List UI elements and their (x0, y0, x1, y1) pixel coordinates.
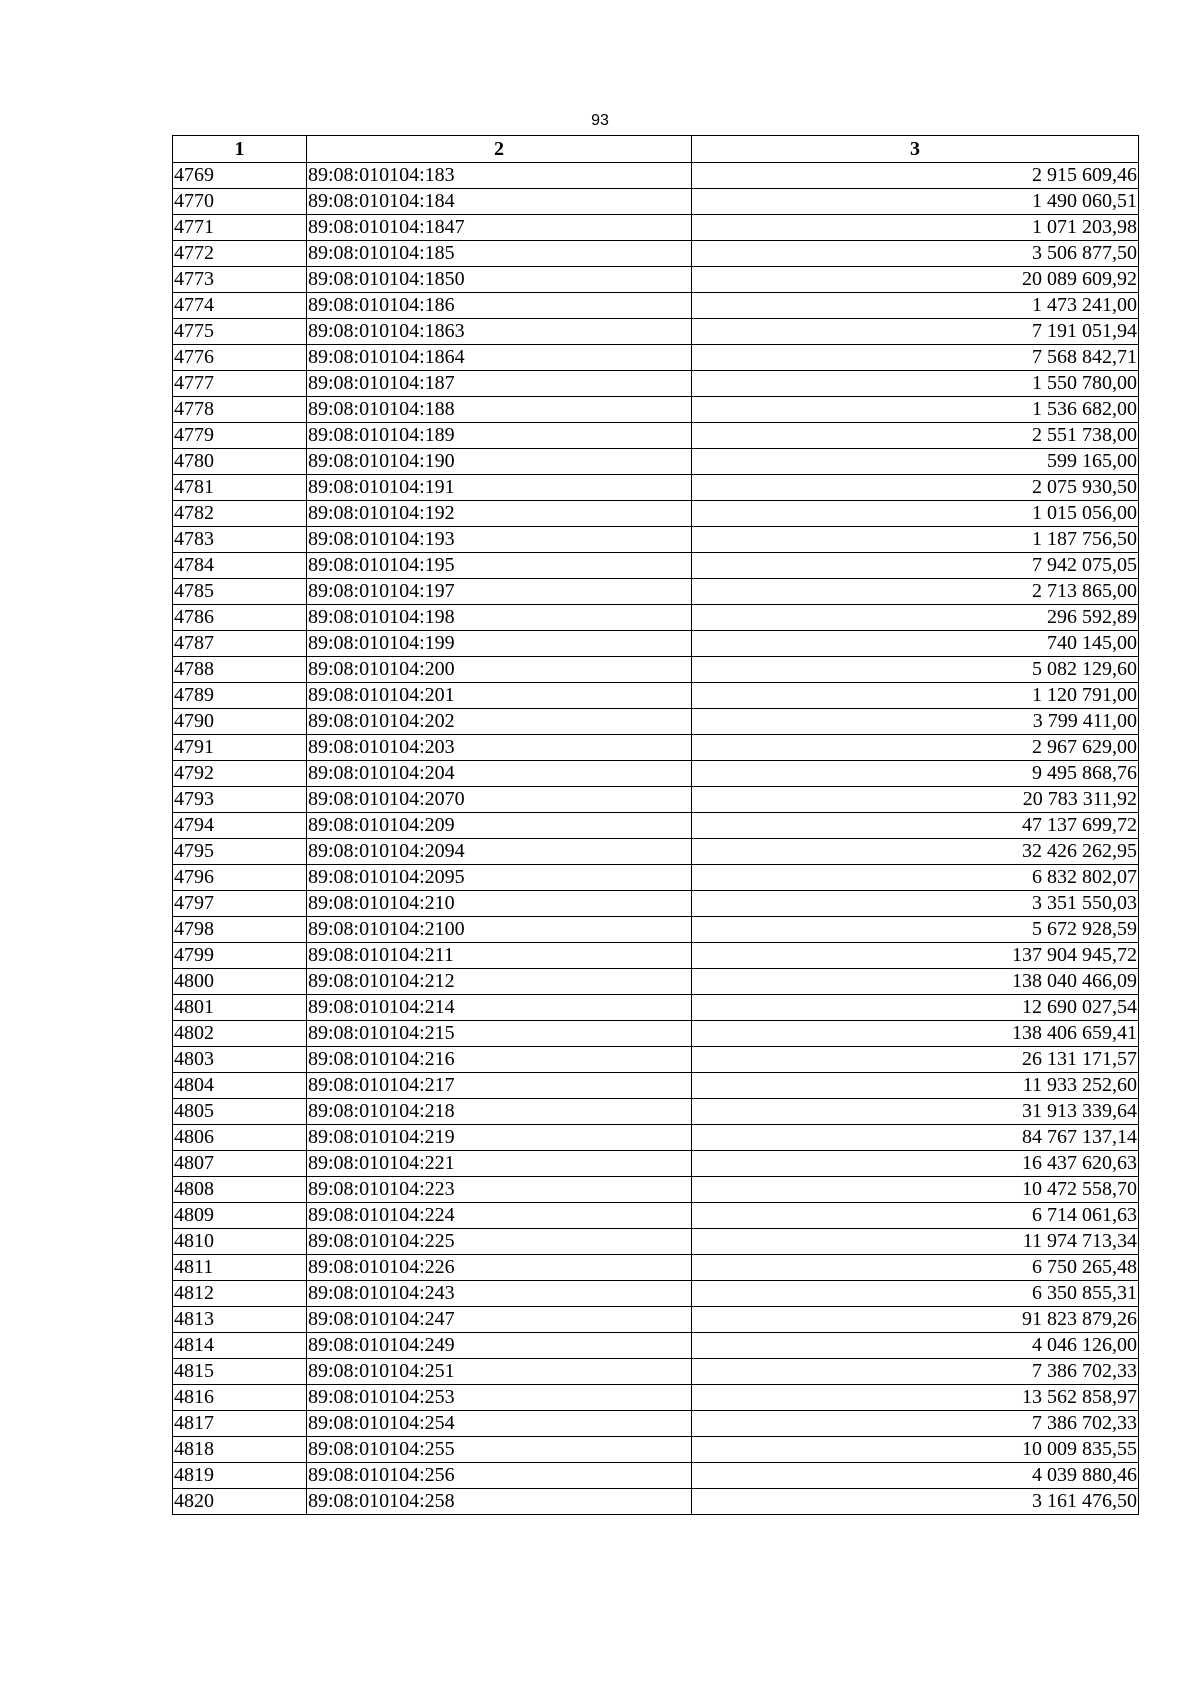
row-number-cell: 4771 (173, 215, 307, 241)
table-row (173, 449, 1139, 475)
cadastral-value-cell: 47 137 699,72 (692, 813, 1139, 839)
cadastral-value-cell: 1 536 682,00 (692, 397, 1139, 423)
cadastral-value-cell: 1 490 060,51 (692, 189, 1139, 215)
cadastral-number-cell: 89:08:010104:2070 (307, 787, 692, 813)
cadastral-value-cell: 16 437 620,63 (692, 1151, 1139, 1177)
table-row (173, 1489, 1139, 1515)
row-number-cell: 4809 (173, 1203, 307, 1229)
cadastral-value-cell: 3 161 476,50 (692, 1489, 1139, 1515)
row-number-cell: 4802 (173, 1021, 307, 1047)
cadastral-number-cell: 89:08:010104:251 (307, 1359, 692, 1385)
row-number-cell: 4769 (173, 163, 307, 189)
cadastral-number-cell: 89:08:010104:186 (307, 293, 692, 319)
cadastral-number-cell: 89:08:010104:188 (307, 397, 692, 423)
cadastral-number-cell: 89:08:010104:255 (307, 1437, 692, 1463)
cadastral-number-cell: 89:08:010104:253 (307, 1385, 692, 1411)
cadastral-number-cell: 89:08:010104:189 (307, 423, 692, 449)
cadastral-value-cell: 20 783 311,92 (692, 787, 1139, 813)
row-number-cell: 4780 (173, 449, 307, 475)
cadastral-value-cell: 13 562 858,97 (692, 1385, 1139, 1411)
table-row (173, 917, 1139, 943)
cadastral-number-cell: 89:08:010104:187 (307, 371, 692, 397)
cadastral-number-cell: 89:08:010104:192 (307, 501, 692, 527)
cadastral-number-cell: 89:08:010104:184 (307, 189, 692, 215)
table-row (173, 865, 1139, 891)
table-row (173, 1359, 1139, 1385)
cadastral-value-cell: 1 071 203,98 (692, 215, 1139, 241)
table-row (173, 1463, 1139, 1489)
table-row (173, 1333, 1139, 1359)
row-number-cell: 4778 (173, 397, 307, 423)
cadastral-number-cell: 89:08:010104:216 (307, 1047, 692, 1073)
row-number-cell: 4813 (173, 1307, 307, 1333)
table-row (173, 475, 1139, 501)
cadastral-value-cell: 2 075 930,50 (692, 475, 1139, 501)
cadastral-number-cell: 89:08:010104:258 (307, 1489, 692, 1515)
row-number-cell: 4779 (173, 423, 307, 449)
cadastral-value-cell: 3 351 550,03 (692, 891, 1139, 917)
cadastral-value-cell: 2 967 629,00 (692, 735, 1139, 761)
cadastral-value-cell: 4 046 126,00 (692, 1333, 1139, 1359)
table-row (173, 1281, 1139, 1307)
table-row (173, 761, 1139, 787)
row-number-cell: 4806 (173, 1125, 307, 1151)
cadastral-number-cell: 89:08:010104:191 (307, 475, 692, 501)
cadastral-value-cell: 10 009 835,55 (692, 1437, 1139, 1463)
row-number-cell: 4792 (173, 761, 307, 787)
cadastral-number-cell: 89:08:010104:226 (307, 1255, 692, 1281)
row-number-cell: 4811 (173, 1255, 307, 1281)
column-header-1: 1 (173, 136, 307, 163)
table-row (173, 943, 1139, 969)
table-row (173, 605, 1139, 631)
table-row (173, 397, 1139, 423)
cadastral-value-cell: 2 713 865,00 (692, 579, 1139, 605)
row-number-cell: 4793 (173, 787, 307, 813)
cadastral-number-cell: 89:08:010104:202 (307, 709, 692, 735)
cadastral-value-cell: 1 187 756,50 (692, 527, 1139, 553)
row-number-cell: 4820 (173, 1489, 307, 1515)
cadastral-number-cell: 89:08:010104:2100 (307, 917, 692, 943)
row-number-cell: 4781 (173, 475, 307, 501)
row-number-cell: 4815 (173, 1359, 307, 1385)
cadastral-value-cell: 7 191 051,94 (692, 319, 1139, 345)
row-number-cell: 4770 (173, 189, 307, 215)
cadastral-value-cell: 7 386 702,33 (692, 1411, 1139, 1437)
cadastral-value-cell: 11 974 713,34 (692, 1229, 1139, 1255)
table-row (173, 1151, 1139, 1177)
row-number-cell: 4814 (173, 1333, 307, 1359)
table-row (173, 683, 1139, 709)
cadastral-value-cell: 296 592,89 (692, 605, 1139, 631)
cadastral-number-cell: 89:08:010104:218 (307, 1099, 692, 1125)
row-number-cell: 4775 (173, 319, 307, 345)
cadastral-number-cell: 89:08:010104:1847 (307, 215, 692, 241)
cadastral-number-cell: 89:08:010104:199 (307, 631, 692, 657)
table-row (173, 215, 1139, 241)
cadastral-value-cell: 138 406 659,41 (692, 1021, 1139, 1047)
cadastral-value-cell: 2 915 609,46 (692, 163, 1139, 189)
table-row (173, 501, 1139, 527)
cadastral-value-cell: 3 506 877,50 (692, 241, 1139, 267)
table-row (173, 293, 1139, 319)
row-number-cell: 4788 (173, 657, 307, 683)
table-row (173, 163, 1139, 189)
column-header-2: 2 (307, 136, 692, 163)
table-row (173, 241, 1139, 267)
table-row (173, 553, 1139, 579)
cadastral-value-cell: 5 082 129,60 (692, 657, 1139, 683)
row-number-cell: 4819 (173, 1463, 307, 1489)
table-row (173, 787, 1139, 813)
cadastral-number-cell: 89:08:010104:254 (307, 1411, 692, 1437)
table-row (173, 267, 1139, 293)
table-row (173, 709, 1139, 735)
cadastral-value-cell: 12 690 027,54 (692, 995, 1139, 1021)
table-row (173, 1229, 1139, 1255)
table-row (173, 1255, 1139, 1281)
cadastral-number-cell: 89:08:010104:243 (307, 1281, 692, 1307)
cadastral-number-cell: 89:08:010104:217 (307, 1073, 692, 1099)
row-number-cell: 4795 (173, 839, 307, 865)
table-row (173, 371, 1139, 397)
row-number-cell: 4786 (173, 605, 307, 631)
cadastral-number-cell: 89:08:010104:195 (307, 553, 692, 579)
cadastral-value-cell: 4 039 880,46 (692, 1463, 1139, 1489)
cadastral-number-cell: 89:08:010104:197 (307, 579, 692, 605)
cadastral-number-cell: 89:08:010104:247 (307, 1307, 692, 1333)
row-number-cell: 4804 (173, 1073, 307, 1099)
cadastral-value-cell: 1 473 241,00 (692, 293, 1139, 319)
cadastral-number-cell: 89:08:010104:200 (307, 657, 692, 683)
table-row (173, 189, 1139, 215)
cadastral-number-cell: 89:08:010104:203 (307, 735, 692, 761)
cadastral-number-cell: 89:08:010104:204 (307, 761, 692, 787)
table-row (173, 319, 1139, 345)
row-number-cell: 4784 (173, 553, 307, 579)
row-number-cell: 4808 (173, 1177, 307, 1203)
row-number-cell: 4794 (173, 813, 307, 839)
cadastral-value-cell: 1 550 780,00 (692, 371, 1139, 397)
cadastral-value-cell: 599 165,00 (692, 449, 1139, 475)
row-number-cell: 4791 (173, 735, 307, 761)
cadastral-number-cell: 89:08:010104:212 (307, 969, 692, 995)
cadastral-value-cell: 32 426 262,95 (692, 839, 1139, 865)
table-row (173, 1411, 1139, 1437)
cadastral-value-cell: 5 672 928,59 (692, 917, 1139, 943)
table-row (173, 345, 1139, 371)
cadastral-number-cell: 89:08:010104:2095 (307, 865, 692, 891)
table-row (173, 1021, 1139, 1047)
cadastral-number-cell: 89:08:010104:249 (307, 1333, 692, 1359)
table-row (173, 1125, 1139, 1151)
table-row (173, 1437, 1139, 1463)
cadastral-number-cell: 89:08:010104:224 (307, 1203, 692, 1229)
cadastral-value-cell: 740 145,00 (692, 631, 1139, 657)
table-row (173, 995, 1139, 1021)
table-row (173, 1177, 1139, 1203)
table-row (173, 1047, 1139, 1073)
row-number-cell: 4801 (173, 995, 307, 1021)
cadastral-value-cell: 2 551 738,00 (692, 423, 1139, 449)
row-number-cell: 4818 (173, 1437, 307, 1463)
cadastral-number-cell: 89:08:010104:214 (307, 995, 692, 1021)
cadastral-number-cell: 89:08:010104:190 (307, 449, 692, 475)
table-row (173, 839, 1139, 865)
cadastral-number-cell: 89:08:010104:1864 (307, 345, 692, 371)
cadastral-value-cell: 7 568 842,71 (692, 345, 1139, 371)
table-row (173, 1099, 1139, 1125)
cadastral-number-cell: 89:08:010104:1863 (307, 319, 692, 345)
row-number-cell: 4785 (173, 579, 307, 605)
table-row (173, 1307, 1139, 1333)
row-number-cell: 4787 (173, 631, 307, 657)
row-number-cell: 4789 (173, 683, 307, 709)
cadastral-number-cell: 89:08:010104:209 (307, 813, 692, 839)
table-row (173, 813, 1139, 839)
cadastral-number-cell: 89:08:010104:223 (307, 1177, 692, 1203)
table-row (173, 1073, 1139, 1099)
cadastral-value-cell: 137 904 945,72 (692, 943, 1139, 969)
table-row (173, 579, 1139, 605)
row-number-cell: 4799 (173, 943, 307, 969)
row-number-cell: 4772 (173, 241, 307, 267)
row-number-cell: 4777 (173, 371, 307, 397)
cadastral-value-cell: 91 823 879,26 (692, 1307, 1139, 1333)
table-row (173, 969, 1139, 995)
cadastral-number-cell: 89:08:010104:215 (307, 1021, 692, 1047)
cadastral-number-cell: 89:08:010104:193 (307, 527, 692, 553)
row-number-cell: 4783 (173, 527, 307, 553)
table-row (173, 1385, 1139, 1411)
cadastral-value-cell: 6 350 855,31 (692, 1281, 1139, 1307)
cadastral-number-cell: 89:08:010104:201 (307, 683, 692, 709)
row-number-cell: 4807 (173, 1151, 307, 1177)
cadastral-value-cell: 9 495 868,76 (692, 761, 1139, 787)
cadastral-value-cell: 84 767 137,14 (692, 1125, 1139, 1151)
table-row (173, 657, 1139, 683)
cadastral-value-cell: 1 015 056,00 (692, 501, 1139, 527)
cadastral-value-cell: 6 832 802,07 (692, 865, 1139, 891)
cadastral-number-cell: 89:08:010104:225 (307, 1229, 692, 1255)
cadastral-value-cell: 26 131 171,57 (692, 1047, 1139, 1073)
cadastral-value-cell: 7 386 702,33 (692, 1359, 1139, 1385)
row-number-cell: 4817 (173, 1411, 307, 1437)
cadastral-number-cell: 89:08:010104:183 (307, 163, 692, 189)
table-body (173, 163, 1139, 1515)
cadastral-value-cell: 7 942 075,05 (692, 553, 1139, 579)
cadastral-number-cell: 89:08:010104:185 (307, 241, 692, 267)
cadastral-number-cell: 89:08:010104:219 (307, 1125, 692, 1151)
column-header-3: 3 (692, 136, 1139, 163)
cadastral-value-cell: 6 714 061,63 (692, 1203, 1139, 1229)
cadastral-value-cell: 11 933 252,60 (692, 1073, 1139, 1099)
cadastral-number-cell: 89:08:010104:211 (307, 943, 692, 969)
row-number-cell: 4797 (173, 891, 307, 917)
cadastral-number-cell: 89:08:010104:256 (307, 1463, 692, 1489)
row-number-cell: 4796 (173, 865, 307, 891)
row-number-cell: 4816 (173, 1385, 307, 1411)
row-number-cell: 4776 (173, 345, 307, 371)
cadastral-number-cell: 89:08:010104:2094 (307, 839, 692, 865)
cadastral-number-cell: 89:08:010104:210 (307, 891, 692, 917)
row-number-cell: 4774 (173, 293, 307, 319)
row-number-cell: 4812 (173, 1281, 307, 1307)
row-number-cell: 4773 (173, 267, 307, 293)
table-row (173, 631, 1139, 657)
cadastral-value-cell: 31 913 339,64 (692, 1099, 1139, 1125)
table-row (173, 423, 1139, 449)
row-number-cell: 4800 (173, 969, 307, 995)
cadastral-value-cell: 3 799 411,00 (692, 709, 1139, 735)
table-row (173, 735, 1139, 761)
cadastral-value-cell: 6 750 265,48 (692, 1255, 1139, 1281)
table-header-row (173, 136, 1139, 163)
row-number-cell: 4805 (173, 1099, 307, 1125)
row-number-cell: 4782 (173, 501, 307, 527)
cadastral-value-cell: 20 089 609,92 (692, 267, 1139, 293)
row-number-cell: 4798 (173, 917, 307, 943)
cadastral-number-cell: 89:08:010104:221 (307, 1151, 692, 1177)
table-row (173, 891, 1139, 917)
table-row (173, 1203, 1139, 1229)
row-number-cell: 4810 (173, 1229, 307, 1255)
cadastral-value-table (172, 135, 1139, 1515)
cadastral-value-cell: 138 040 466,09 (692, 969, 1139, 995)
cadastral-value-cell: 10 472 558,70 (692, 1177, 1139, 1203)
table-row (173, 527, 1139, 553)
cadastral-number-cell: 89:08:010104:198 (307, 605, 692, 631)
cadastral-value-cell: 1 120 791,00 (692, 683, 1139, 709)
row-number-cell: 4803 (173, 1047, 307, 1073)
cadastral-number-cell: 89:08:010104:1850 (307, 267, 692, 293)
page-number: 93 (591, 112, 609, 129)
row-number-cell: 4790 (173, 709, 307, 735)
